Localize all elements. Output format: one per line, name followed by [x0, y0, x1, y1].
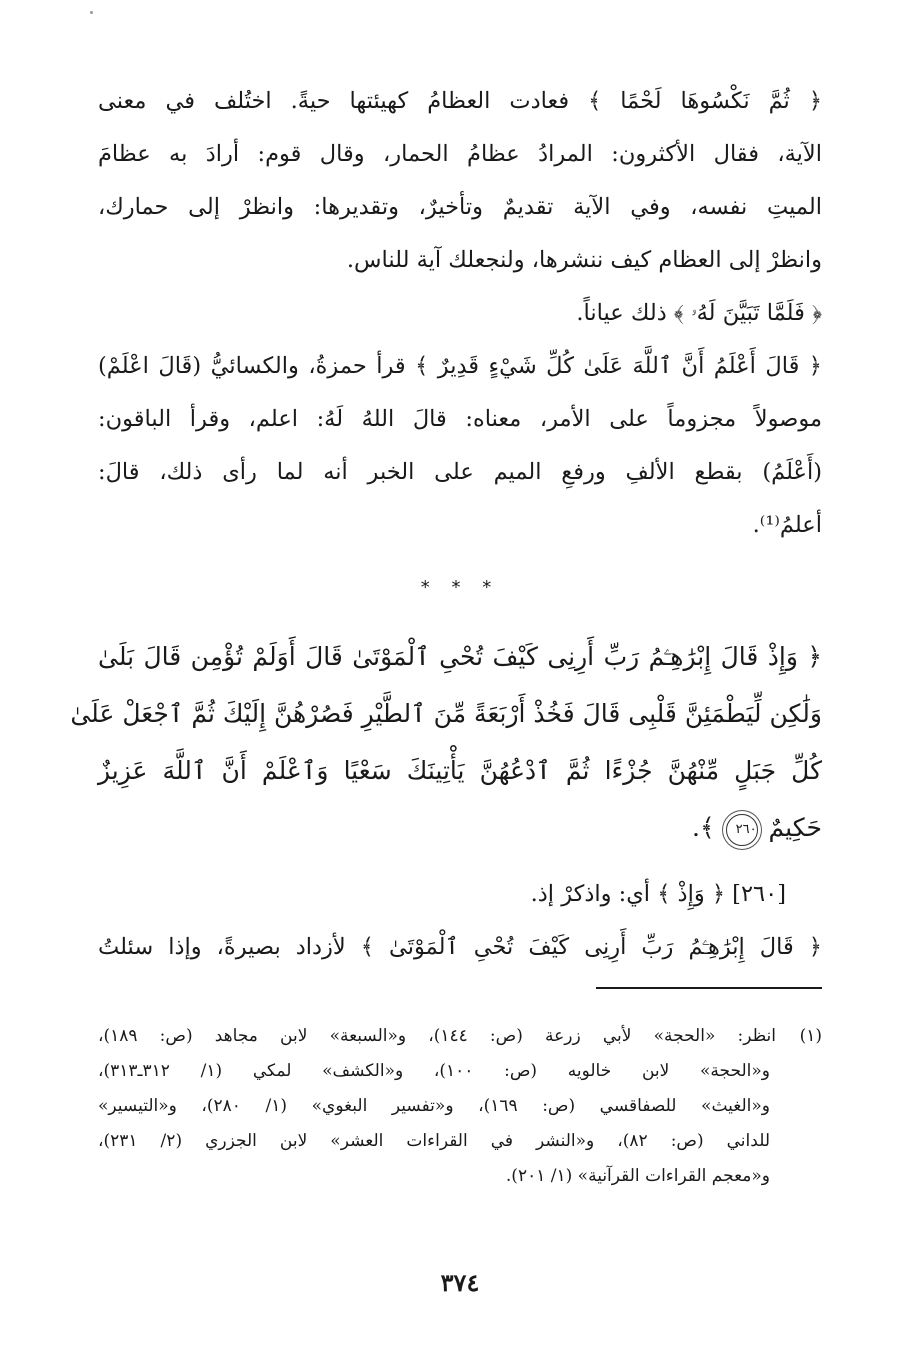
section-separator: * * * — [420, 577, 500, 598]
footnote-line — [98, 1019, 822, 1054]
footnote-line: للداني (ص: ٨٢)، و«النشر في القراءات العشر» لابن الجزري (٢/ ٢٣١)، — [98, 1131, 770, 1151]
scan-speck — [90, 11, 93, 14]
verse-closing: ﴾. — [692, 813, 715, 842]
page-number: ٣٧٤ — [440, 1268, 480, 1297]
tafsir-line: ﴿ ثُمَّ نَكْسُوهَا لَحْمًا ﴾ فعادت العظامُ كهيئتها حيةً. اختُلف في معنى — [98, 88, 822, 114]
commentary-line: [٢٦٠] ﴿ وَإِذْ ﴾ أي: واذكرْ إذ. — [530, 881, 786, 907]
book-page — [70, 0, 823, 1369]
footnote-text: انظر: «الحجة» لأبي زرعة (ص: ١٤٤)، و«السبعة» لابن مجاهد (ص: ١٨٩)، — [98, 1026, 777, 1046]
tafsir-line: موصولاً مجزوماً على الأمر، معناه: قالَ اللهُ لَهُ: اعلم، وقرأ الباقون: — [98, 406, 822, 432]
tafsir-line: الآية، فقال الأكثرون: المرادُ عظامُ الحمار، وقال قوم: أرادَ به عظامَ — [98, 141, 822, 167]
footnotes — [98, 1019, 822, 1194]
footnote-line: و«الحجة» لابن خالويه (ص: ١٠٠)، و«الكشف» لمكي (١/ ٣١٢ـ٣١٣)، — [98, 1061, 770, 1081]
tafsir-text — [98, 75, 822, 552]
footnote-separator — [596, 987, 822, 989]
tafsir-line: (أَعْلَمُ) بقطع الألفِ ورفعِ الميم على الخبر أنه لما رأى ذلك، قالَ: — [98, 459, 822, 485]
verse-line: كُلِّ جَبَلٍ مِّنْهُنَّ جُزْءًا ثُمَّ ٱدْعُهُنَّ يَأْتِينَكَ سَعْيًا وَٱعْلَمْ أَنَّ ٱللَّهَ عَزِيزٌ — [98, 756, 822, 785]
tafsir-line: ﴿ فَلَمَّا تَبَيَّنَ لَهُۥ ﴾ ذلك عياناً. — [576, 300, 822, 326]
tafsir-line: الميتِ نفسه، وفي الآية تقديمٌ وتأخيرٌ، وتقديرها: وانظرْ إلى حمارك، — [98, 194, 822, 220]
quran-verse — [70, 628, 822, 856]
verse-line-last — [98, 799, 822, 856]
verse-line: ﴿ وَإِذْ قَالَ إِبْرَٰهِـۧمُ رَبِّ أَرِنِى كَيْفَ تُحْىِ ٱلْمَوْتَىٰ قَالَ أَوَلَمْ تُؤْمِن قَالَ بَلَىٰ — [98, 642, 822, 671]
verse-line: وَلَٰكِن لِّيَطْمَئِنَّ قَلْبِى قَالَ فَخُذْ أَرْبَعَةً مِّنَ ٱلطَّيْرِ فَصُرْهُنَّ إِلَيْكَ ثُمَّ ٱجْعَلْ عَلَىٰ — [70, 699, 822, 728]
ayah-number-marker: ٢٦٠ — [726, 814, 758, 846]
tafsir-line: أعلمُ⁽¹⁾. — [752, 512, 822, 538]
tafsir-line: وانظرْ إلى العظام كيف ننشرها، ولنجعلك آية للناس. — [346, 247, 822, 273]
footnote-line: و«الغيث» للصفاقسي (ص: ١٦٩)، و«تفسير البغوي» (١/ ٢٨٠)، و«التيسير» — [98, 1096, 770, 1116]
verse-line: حَكِيمٌ — [768, 813, 822, 842]
commentary-line: ﴿ قَالَ إِبْرَٰهِـۧمُ رَبِّ أَرِنِى كَيْفَ تُحْىِ ٱلْمَوْتَىٰ ﴾ لأزداد بصيرةً، وإذا سئلتُ — [98, 934, 822, 960]
verse-commentary — [98, 868, 822, 974]
footnote-line: و«معجم القراءات القرآنية» (١/ ٢٠١). — [505, 1166, 770, 1186]
footnote-number: (١) — [799, 1026, 823, 1046]
tafsir-line: ﴿ قَالَ أَعْلَمُ أَنَّ ٱللَّهَ عَلَىٰ كُلِّ شَيْءٍ قَدِيرٌ ﴾ قرأ حمزةُ، والكسائيُّ (قَالَ اعْلَمْ) — [98, 353, 822, 379]
